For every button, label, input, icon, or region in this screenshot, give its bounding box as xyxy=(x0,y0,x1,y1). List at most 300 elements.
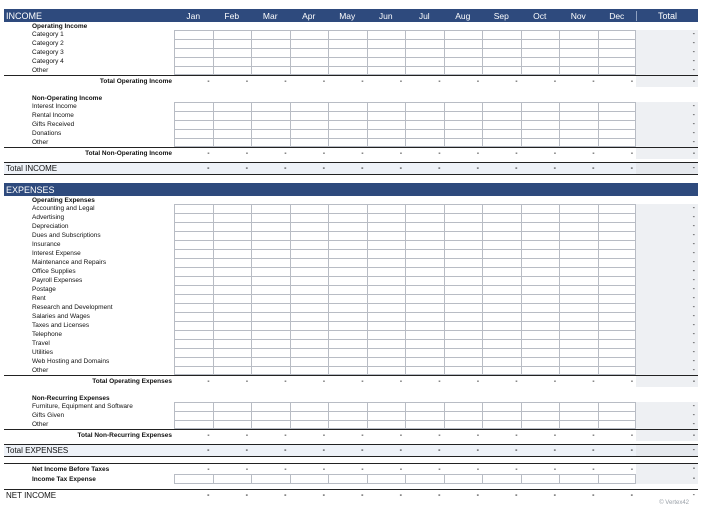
input-cell-jul[interactable] xyxy=(405,129,444,138)
input-cell-jan[interactable] xyxy=(174,57,213,66)
input-cell-apr[interactable] xyxy=(290,222,329,231)
input-cell-oct[interactable] xyxy=(521,276,560,285)
input-cell-aug[interactable] xyxy=(444,39,483,48)
input-cell-feb[interactable] xyxy=(213,102,252,111)
input-cell-nov[interactable] xyxy=(559,285,598,294)
input-cell-sep[interactable] xyxy=(482,138,521,147)
input-cell-mar[interactable] xyxy=(251,303,290,312)
input-cell-may[interactable] xyxy=(328,102,367,111)
input-cell-sep[interactable] xyxy=(482,102,521,111)
input-cell-nov[interactable] xyxy=(559,357,598,366)
input-cell-apr[interactable] xyxy=(290,276,329,285)
input-cell-may[interactable] xyxy=(328,111,367,120)
input-cell-jul[interactable] xyxy=(405,420,444,429)
input-cell-may[interactable] xyxy=(328,231,367,240)
input-cell-aug[interactable] xyxy=(444,231,483,240)
input-cell-feb[interactable] xyxy=(213,303,252,312)
input-cell-mar[interactable] xyxy=(251,339,290,348)
input-cell-feb[interactable] xyxy=(213,339,252,348)
input-cell-nov[interactable] xyxy=(559,303,598,312)
income-tax-cell-feb[interactable] xyxy=(213,474,252,484)
input-cell-jan[interactable] xyxy=(174,138,213,147)
input-cell-may[interactable] xyxy=(328,402,367,411)
input-cell-apr[interactable] xyxy=(290,231,329,240)
input-cell-jun[interactable] xyxy=(367,420,406,429)
input-cell-jul[interactable] xyxy=(405,30,444,39)
input-cell-oct[interactable] xyxy=(521,231,560,240)
input-cell-may[interactable] xyxy=(328,294,367,303)
input-cell-aug[interactable] xyxy=(444,303,483,312)
input-cell-oct[interactable] xyxy=(521,102,560,111)
input-cell-may[interactable] xyxy=(328,204,367,213)
input-cell-jan[interactable] xyxy=(174,120,213,129)
input-cell-jan[interactable] xyxy=(174,111,213,120)
input-cell-nov[interactable] xyxy=(559,249,598,258)
input-cell-sep[interactable] xyxy=(482,321,521,330)
input-cell-jun[interactable] xyxy=(367,276,406,285)
input-cell-feb[interactable] xyxy=(213,39,252,48)
input-cell-jun[interactable] xyxy=(367,294,406,303)
input-cell-jan[interactable] xyxy=(174,348,213,357)
input-cell-jul[interactable] xyxy=(405,285,444,294)
input-cell-apr[interactable] xyxy=(290,411,329,420)
input-cell-apr[interactable] xyxy=(290,102,329,111)
input-cell-jul[interactable] xyxy=(405,240,444,249)
input-cell-may[interactable] xyxy=(328,348,367,357)
input-cell-mar[interactable] xyxy=(251,222,290,231)
input-cell-may[interactable] xyxy=(328,303,367,312)
input-cell-jan[interactable] xyxy=(174,258,213,267)
income-tax-cell-jan[interactable] xyxy=(174,474,213,484)
input-cell-dec[interactable] xyxy=(598,57,637,66)
input-cell-nov[interactable] xyxy=(559,231,598,240)
input-cell-sep[interactable] xyxy=(482,303,521,312)
input-cell-aug[interactable] xyxy=(444,267,483,276)
input-cell-aug[interactable] xyxy=(444,357,483,366)
input-cell-jun[interactable] xyxy=(367,357,406,366)
input-cell-jul[interactable] xyxy=(405,330,444,339)
input-cell-jan[interactable] xyxy=(174,366,213,375)
input-cell-oct[interactable] xyxy=(521,111,560,120)
input-cell-apr[interactable] xyxy=(290,129,329,138)
input-cell-jul[interactable] xyxy=(405,294,444,303)
input-cell-dec[interactable] xyxy=(598,303,637,312)
input-cell-mar[interactable] xyxy=(251,213,290,222)
input-cell-dec[interactable] xyxy=(598,66,637,75)
income-tax-cell-dec[interactable] xyxy=(598,474,637,484)
input-cell-apr[interactable] xyxy=(290,294,329,303)
input-cell-nov[interactable] xyxy=(559,30,598,39)
input-cell-feb[interactable] xyxy=(213,258,252,267)
input-cell-jul[interactable] xyxy=(405,57,444,66)
input-cell-nov[interactable] xyxy=(559,120,598,129)
input-cell-feb[interactable] xyxy=(213,204,252,213)
input-cell-may[interactable] xyxy=(328,222,367,231)
input-cell-aug[interactable] xyxy=(444,276,483,285)
input-cell-feb[interactable] xyxy=(213,420,252,429)
input-cell-dec[interactable] xyxy=(598,330,637,339)
input-cell-jun[interactable] xyxy=(367,330,406,339)
input-cell-apr[interactable] xyxy=(290,111,329,120)
input-cell-nov[interactable] xyxy=(559,267,598,276)
input-cell-may[interactable] xyxy=(328,312,367,321)
input-cell-feb[interactable] xyxy=(213,357,252,366)
input-cell-apr[interactable] xyxy=(290,30,329,39)
input-cell-feb[interactable] xyxy=(213,249,252,258)
input-cell-may[interactable] xyxy=(328,357,367,366)
input-cell-jul[interactable] xyxy=(405,411,444,420)
input-cell-mar[interactable] xyxy=(251,411,290,420)
input-cell-oct[interactable] xyxy=(521,138,560,147)
input-cell-mar[interactable] xyxy=(251,420,290,429)
input-cell-jan[interactable] xyxy=(174,129,213,138)
input-cell-jun[interactable] xyxy=(367,129,406,138)
input-cell-sep[interactable] xyxy=(482,240,521,249)
input-cell-jun[interactable] xyxy=(367,57,406,66)
input-cell-sep[interactable] xyxy=(482,402,521,411)
input-cell-jan[interactable] xyxy=(174,222,213,231)
input-cell-apr[interactable] xyxy=(290,357,329,366)
input-cell-sep[interactable] xyxy=(482,111,521,120)
input-cell-jul[interactable] xyxy=(405,402,444,411)
input-cell-jun[interactable] xyxy=(367,48,406,57)
input-cell-nov[interactable] xyxy=(559,312,598,321)
income-tax-cell-aug[interactable] xyxy=(444,474,483,484)
input-cell-nov[interactable] xyxy=(559,102,598,111)
input-cell-oct[interactable] xyxy=(521,222,560,231)
input-cell-jul[interactable] xyxy=(405,222,444,231)
input-cell-feb[interactable] xyxy=(213,138,252,147)
input-cell-nov[interactable] xyxy=(559,48,598,57)
input-cell-sep[interactable] xyxy=(482,258,521,267)
input-cell-mar[interactable] xyxy=(251,366,290,375)
input-cell-oct[interactable] xyxy=(521,267,560,276)
input-cell-sep[interactable] xyxy=(482,66,521,75)
input-cell-nov[interactable] xyxy=(559,39,598,48)
input-cell-may[interactable] xyxy=(328,249,367,258)
input-cell-aug[interactable] xyxy=(444,420,483,429)
input-cell-dec[interactable] xyxy=(598,102,637,111)
input-cell-may[interactable] xyxy=(328,330,367,339)
input-cell-dec[interactable] xyxy=(598,348,637,357)
input-cell-oct[interactable] xyxy=(521,339,560,348)
input-cell-nov[interactable] xyxy=(559,420,598,429)
input-cell-jan[interactable] xyxy=(174,339,213,348)
input-cell-apr[interactable] xyxy=(290,303,329,312)
input-cell-oct[interactable] xyxy=(521,240,560,249)
input-cell-jan[interactable] xyxy=(174,231,213,240)
input-cell-dec[interactable] xyxy=(598,357,637,366)
input-cell-oct[interactable] xyxy=(521,66,560,75)
input-cell-sep[interactable] xyxy=(482,48,521,57)
input-cell-dec[interactable] xyxy=(598,249,637,258)
input-cell-aug[interactable] xyxy=(444,285,483,294)
input-cell-aug[interactable] xyxy=(444,312,483,321)
input-cell-nov[interactable] xyxy=(559,111,598,120)
input-cell-nov[interactable] xyxy=(559,402,598,411)
input-cell-apr[interactable] xyxy=(290,120,329,129)
input-cell-jul[interactable] xyxy=(405,348,444,357)
input-cell-sep[interactable] xyxy=(482,411,521,420)
input-cell-dec[interactable] xyxy=(598,411,637,420)
input-cell-dec[interactable] xyxy=(598,267,637,276)
input-cell-sep[interactable] xyxy=(482,231,521,240)
input-cell-jun[interactable] xyxy=(367,285,406,294)
input-cell-apr[interactable] xyxy=(290,420,329,429)
input-cell-jun[interactable] xyxy=(367,411,406,420)
input-cell-feb[interactable] xyxy=(213,231,252,240)
input-cell-dec[interactable] xyxy=(598,30,637,39)
input-cell-jan[interactable] xyxy=(174,102,213,111)
input-cell-jul[interactable] xyxy=(405,66,444,75)
input-cell-feb[interactable] xyxy=(213,30,252,39)
input-cell-oct[interactable] xyxy=(521,294,560,303)
input-cell-oct[interactable] xyxy=(521,204,560,213)
input-cell-mar[interactable] xyxy=(251,249,290,258)
input-cell-oct[interactable] xyxy=(521,120,560,129)
input-cell-jun[interactable] xyxy=(367,249,406,258)
input-cell-jan[interactable] xyxy=(174,411,213,420)
input-cell-aug[interactable] xyxy=(444,129,483,138)
input-cell-jul[interactable] xyxy=(405,111,444,120)
input-cell-dec[interactable] xyxy=(598,285,637,294)
input-cell-jul[interactable] xyxy=(405,276,444,285)
input-cell-mar[interactable] xyxy=(251,258,290,267)
input-cell-sep[interactable] xyxy=(482,357,521,366)
input-cell-nov[interactable] xyxy=(559,330,598,339)
input-cell-jun[interactable] xyxy=(367,204,406,213)
input-cell-nov[interactable] xyxy=(559,339,598,348)
input-cell-nov[interactable] xyxy=(559,348,598,357)
input-cell-mar[interactable] xyxy=(251,267,290,276)
input-cell-jun[interactable] xyxy=(367,111,406,120)
input-cell-apr[interactable] xyxy=(290,330,329,339)
input-cell-mar[interactable] xyxy=(251,30,290,39)
input-cell-mar[interactable] xyxy=(251,240,290,249)
input-cell-jun[interactable] xyxy=(367,402,406,411)
input-cell-nov[interactable] xyxy=(559,204,598,213)
input-cell-aug[interactable] xyxy=(444,402,483,411)
input-cell-may[interactable] xyxy=(328,39,367,48)
input-cell-aug[interactable] xyxy=(444,213,483,222)
input-cell-dec[interactable] xyxy=(598,240,637,249)
input-cell-aug[interactable] xyxy=(444,138,483,147)
input-cell-nov[interactable] xyxy=(559,366,598,375)
input-cell-nov[interactable] xyxy=(559,276,598,285)
input-cell-may[interactable] xyxy=(328,48,367,57)
input-cell-sep[interactable] xyxy=(482,213,521,222)
input-cell-apr[interactable] xyxy=(290,240,329,249)
input-cell-aug[interactable] xyxy=(444,411,483,420)
input-cell-may[interactable] xyxy=(328,66,367,75)
input-cell-sep[interactable] xyxy=(482,276,521,285)
input-cell-feb[interactable] xyxy=(213,294,252,303)
input-cell-aug[interactable] xyxy=(444,339,483,348)
input-cell-jun[interactable] xyxy=(367,39,406,48)
input-cell-may[interactable] xyxy=(328,420,367,429)
input-cell-aug[interactable] xyxy=(444,57,483,66)
input-cell-mar[interactable] xyxy=(251,66,290,75)
input-cell-sep[interactable] xyxy=(482,249,521,258)
income-tax-cell-nov[interactable] xyxy=(559,474,598,484)
input-cell-oct[interactable] xyxy=(521,366,560,375)
input-cell-nov[interactable] xyxy=(559,240,598,249)
input-cell-jan[interactable] xyxy=(174,321,213,330)
input-cell-dec[interactable] xyxy=(598,312,637,321)
input-cell-jan[interactable] xyxy=(174,303,213,312)
input-cell-jun[interactable] xyxy=(367,138,406,147)
input-cell-feb[interactable] xyxy=(213,321,252,330)
input-cell-dec[interactable] xyxy=(598,276,637,285)
input-cell-dec[interactable] xyxy=(598,204,637,213)
input-cell-jan[interactable] xyxy=(174,249,213,258)
input-cell-feb[interactable] xyxy=(213,57,252,66)
input-cell-aug[interactable] xyxy=(444,249,483,258)
input-cell-sep[interactable] xyxy=(482,285,521,294)
input-cell-jun[interactable] xyxy=(367,321,406,330)
input-cell-nov[interactable] xyxy=(559,138,598,147)
input-cell-jul[interactable] xyxy=(405,231,444,240)
input-cell-dec[interactable] xyxy=(598,111,637,120)
input-cell-oct[interactable] xyxy=(521,39,560,48)
input-cell-oct[interactable] xyxy=(521,402,560,411)
input-cell-aug[interactable] xyxy=(444,294,483,303)
input-cell-oct[interactable] xyxy=(521,213,560,222)
input-cell-jun[interactable] xyxy=(367,366,406,375)
input-cell-oct[interactable] xyxy=(521,357,560,366)
input-cell-dec[interactable] xyxy=(598,366,637,375)
input-cell-may[interactable] xyxy=(328,366,367,375)
input-cell-mar[interactable] xyxy=(251,294,290,303)
input-cell-aug[interactable] xyxy=(444,348,483,357)
input-cell-oct[interactable] xyxy=(521,48,560,57)
input-cell-oct[interactable] xyxy=(521,249,560,258)
input-cell-jan[interactable] xyxy=(174,204,213,213)
input-cell-aug[interactable] xyxy=(444,30,483,39)
input-cell-jun[interactable] xyxy=(367,258,406,267)
input-cell-jan[interactable] xyxy=(174,312,213,321)
input-cell-jun[interactable] xyxy=(367,222,406,231)
input-cell-mar[interactable] xyxy=(251,357,290,366)
input-cell-may[interactable] xyxy=(328,213,367,222)
input-cell-may[interactable] xyxy=(328,57,367,66)
input-cell-jan[interactable] xyxy=(174,357,213,366)
input-cell-jul[interactable] xyxy=(405,138,444,147)
input-cell-aug[interactable] xyxy=(444,330,483,339)
input-cell-jan[interactable] xyxy=(174,66,213,75)
input-cell-mar[interactable] xyxy=(251,285,290,294)
input-cell-jan[interactable] xyxy=(174,240,213,249)
input-cell-jul[interactable] xyxy=(405,120,444,129)
input-cell-aug[interactable] xyxy=(444,48,483,57)
input-cell-apr[interactable] xyxy=(290,366,329,375)
input-cell-sep[interactable] xyxy=(482,339,521,348)
input-cell-jul[interactable] xyxy=(405,303,444,312)
input-cell-jul[interactable] xyxy=(405,249,444,258)
input-cell-mar[interactable] xyxy=(251,48,290,57)
input-cell-nov[interactable] xyxy=(559,411,598,420)
input-cell-jan[interactable] xyxy=(174,420,213,429)
input-cell-may[interactable] xyxy=(328,339,367,348)
input-cell-dec[interactable] xyxy=(598,222,637,231)
input-cell-mar[interactable] xyxy=(251,138,290,147)
input-cell-jun[interactable] xyxy=(367,102,406,111)
input-cell-dec[interactable] xyxy=(598,120,637,129)
input-cell-jun[interactable] xyxy=(367,240,406,249)
input-cell-oct[interactable] xyxy=(521,129,560,138)
input-cell-jul[interactable] xyxy=(405,102,444,111)
input-cell-mar[interactable] xyxy=(251,39,290,48)
input-cell-aug[interactable] xyxy=(444,258,483,267)
input-cell-sep[interactable] xyxy=(482,267,521,276)
input-cell-dec[interactable] xyxy=(598,39,637,48)
input-cell-nov[interactable] xyxy=(559,258,598,267)
input-cell-feb[interactable] xyxy=(213,66,252,75)
input-cell-sep[interactable] xyxy=(482,57,521,66)
input-cell-may[interactable] xyxy=(328,258,367,267)
input-cell-may[interactable] xyxy=(328,285,367,294)
input-cell-mar[interactable] xyxy=(251,120,290,129)
input-cell-jul[interactable] xyxy=(405,204,444,213)
input-cell-mar[interactable] xyxy=(251,102,290,111)
input-cell-sep[interactable] xyxy=(482,420,521,429)
input-cell-nov[interactable] xyxy=(559,321,598,330)
input-cell-jan[interactable] xyxy=(174,285,213,294)
input-cell-feb[interactable] xyxy=(213,330,252,339)
input-cell-dec[interactable] xyxy=(598,138,637,147)
input-cell-oct[interactable] xyxy=(521,321,560,330)
input-cell-mar[interactable] xyxy=(251,348,290,357)
input-cell-jun[interactable] xyxy=(367,339,406,348)
input-cell-mar[interactable] xyxy=(251,111,290,120)
input-cell-feb[interactable] xyxy=(213,285,252,294)
input-cell-jul[interactable] xyxy=(405,366,444,375)
input-cell-dec[interactable] xyxy=(598,231,637,240)
input-cell-oct[interactable] xyxy=(521,57,560,66)
input-cell-aug[interactable] xyxy=(444,222,483,231)
input-cell-jul[interactable] xyxy=(405,39,444,48)
input-cell-apr[interactable] xyxy=(290,339,329,348)
input-cell-may[interactable] xyxy=(328,321,367,330)
input-cell-apr[interactable] xyxy=(290,267,329,276)
input-cell-jan[interactable] xyxy=(174,330,213,339)
input-cell-aug[interactable] xyxy=(444,204,483,213)
input-cell-feb[interactable] xyxy=(213,213,252,222)
input-cell-jun[interactable] xyxy=(367,312,406,321)
input-cell-oct[interactable] xyxy=(521,411,560,420)
input-cell-jul[interactable] xyxy=(405,312,444,321)
input-cell-sep[interactable] xyxy=(482,330,521,339)
input-cell-sep[interactable] xyxy=(482,30,521,39)
input-cell-apr[interactable] xyxy=(290,258,329,267)
input-cell-mar[interactable] xyxy=(251,231,290,240)
input-cell-feb[interactable] xyxy=(213,348,252,357)
input-cell-feb[interactable] xyxy=(213,111,252,120)
input-cell-jul[interactable] xyxy=(405,258,444,267)
input-cell-may[interactable] xyxy=(328,138,367,147)
input-cell-jan[interactable] xyxy=(174,294,213,303)
input-cell-aug[interactable] xyxy=(444,111,483,120)
input-cell-mar[interactable] xyxy=(251,330,290,339)
input-cell-aug[interactable] xyxy=(444,240,483,249)
input-cell-apr[interactable] xyxy=(290,138,329,147)
input-cell-sep[interactable] xyxy=(482,294,521,303)
input-cell-may[interactable] xyxy=(328,267,367,276)
input-cell-may[interactable] xyxy=(328,129,367,138)
input-cell-mar[interactable] xyxy=(251,321,290,330)
input-cell-mar[interactable] xyxy=(251,57,290,66)
input-cell-feb[interactable] xyxy=(213,312,252,321)
